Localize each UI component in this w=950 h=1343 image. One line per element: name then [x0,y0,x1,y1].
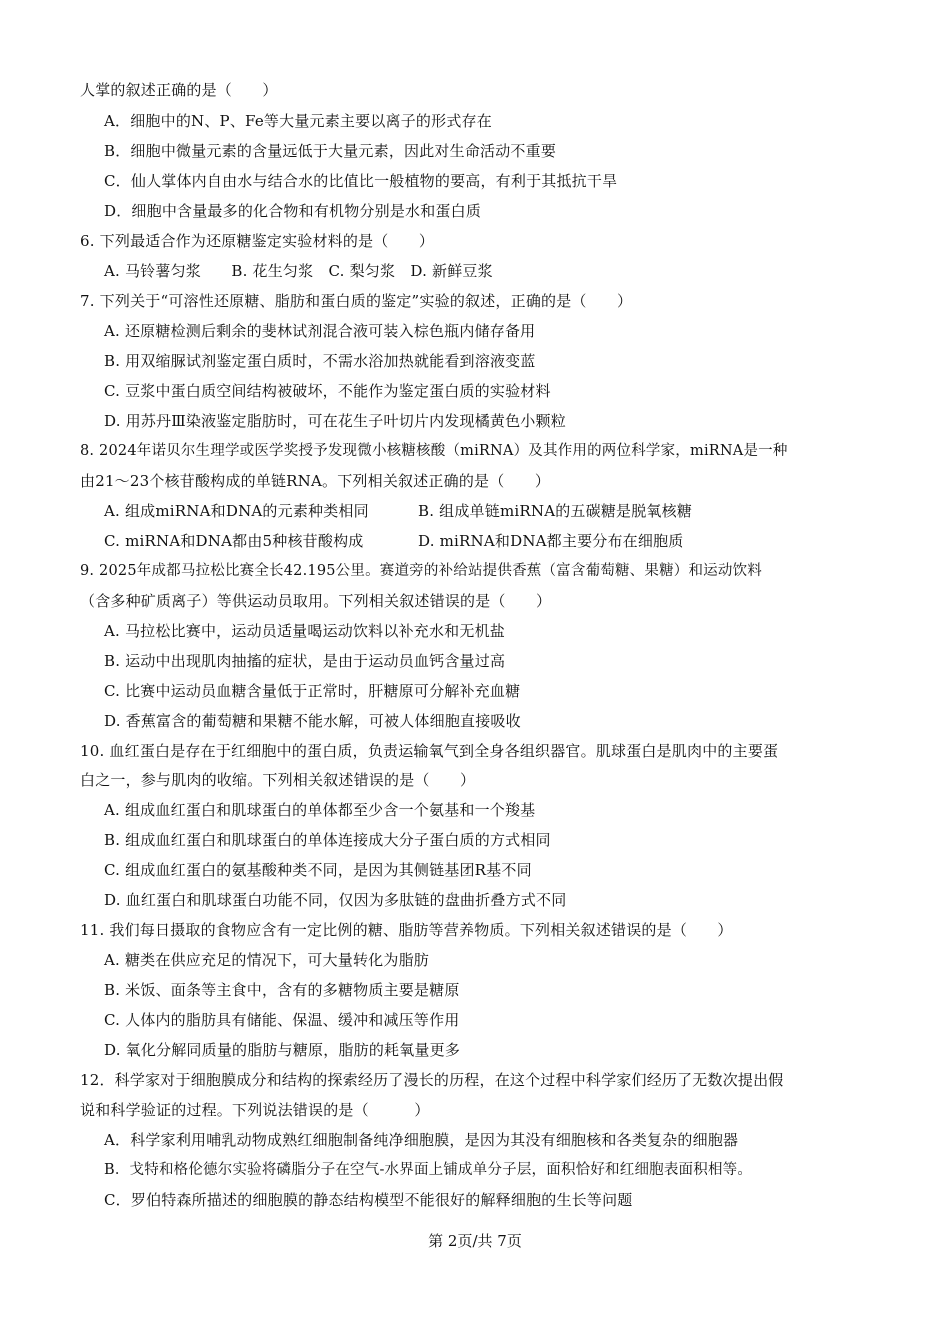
q10-option-c: C. 组成血红蛋白的氨基酸种类不同，是因为其侧链基团R基不同 [104,861,532,879]
q10-option-d: D. 血红蛋白和肌球蛋白功能不同，仅因为多肽链的盘曲折叠方式不同 [104,891,567,909]
q11-option-c: C. 人体内的脂肪具有储能、保温、缓冲和减压等作用 [104,1011,460,1029]
q10-option-a: A. 组成血红蛋白和肌球蛋白的单体都至少含一个氨基和一个羧基 [104,801,536,819]
q7-option-b: B. 用双缩脲试剂鉴定蛋白质时，不需水浴加热就能看到溶液变蓝 [104,352,536,370]
q9-option-b: B. 运动中出现肌肉抽搐的症状，是由于运动员血钙含量过高 [104,652,506,670]
q8-option-c: C. miRNA和DNA都由5种核苷酸构成 [104,532,364,550]
q5-option-b: B．细胞中微量元素的含量远低于大量元素，因此对生命活动不重要 [104,142,557,160]
q11-option-a: A. 糖类在供应充足的情况下，可大量转化为脂肪 [104,951,429,969]
q9-option-c: C. 比赛中运动员血糖含量低于正常时，肝糖原可分解补充血糖 [104,682,521,700]
q5-stem-continued: 人掌的叙述正确的是（ ） [80,81,278,99]
q11-option-d: D. 氧化分解同质量的脂肪与糖原，脂肪的耗氧量更多 [104,1041,461,1059]
q9-option-a: A. 马拉松比赛中，运动员适量喝运动饮料以补充水和无机盐 [104,622,505,640]
q12-option-c: C．罗伯特森所描述的细胞膜的静态结构模型不能很好的解释细胞的生长等问题 [104,1191,633,1209]
q10-option-b: B. 组成血红蛋白和肌球蛋白的单体连接成大分子蛋白质的方式相同 [104,831,551,849]
q8-option-b: B. 组成单链miRNA的五碳糖是脱氧核糖 [418,502,693,520]
q9-stem-line2: （含多种矿质离子）等供运动员取用。下列相关叙述错误的是（ ） [80,592,552,610]
q9-option-d: D. 香蕉富含的葡萄糖和果糖不能水解，可被人体细胞直接吸收 [104,712,521,730]
q12-stem-line2: 说和科学验证的过程。下列说法错误的是（ ） [80,1101,430,1119]
q5-option-c: C．仙人掌体内自由水与结合水的比值比一般植物的要高，有利于其抵抗干旱 [104,172,618,190]
q12-option-b: B．戈特和格伦德尔实验将磷脂分子在空气-水界面上铺成单分子层，面积恰好和红细胞表面积相等。 [104,1162,753,1178]
q10-stem-line1: 10. 血红蛋白是存在于红细胞中的蛋白质，负责运输氧气到全身各组织器官。肌球蛋白是肌肉中的主要蛋 [80,742,779,760]
q8-stem-line1: 8. 2024年诺贝尔生理学或医学奖授予发现微小核糖核酸（miRNA）及其作用的两位科学家，miRNA是一种 [80,443,788,459]
page-number-footer: 第 2页/共 7页 [428,1232,522,1250]
q7-option-c: C. 豆浆中蛋白质空间结构被破坏，不能作为鉴定蛋白质的实验材料 [104,382,551,400]
q8-option-a: A. 组成miRNA和DNA的元素种类相同 [104,502,369,520]
q7-option-a: A. 还原糖检测后剩余的斐林试剂混合液可装入棕色瓶内储存备用 [104,322,536,340]
q11-option-b: B. 米饭、面条等主食中，含有的多糖物质主要是糖原 [104,981,460,999]
q6-stem: 6. 下列最适合作为还原糖鉴定实验材料的是（ ） [80,232,435,250]
q8-option-d: D. miRNA和DNA都主要分布在细胞质 [418,532,684,550]
q7-option-d: D. 用苏丹Ⅲ染液鉴定脂肪时，可在花生子叶切片内发现橘黄色小颗粒 [104,412,566,430]
q12-stem-line1: 12．科学家对于细胞膜成分和结构的探索经历了漫长的历程，在这个过程中科学家们经历了无数次提出假 [80,1071,784,1089]
q11-stem: 11. 我们每日摄取的食物应含有一定比例的糖、脂肪等营养物质。下列相关叙述错误的是（ ） [80,921,733,939]
q5-option-a: A．细胞中的N、P、Fe等大量元素主要以离子的形式存在 [104,112,492,130]
q6-options: A. 马铃薯匀浆 B. 花生匀浆 C. 梨匀浆 D. 新鲜豆浆 [104,262,493,280]
q8-stem-line2: 由21～23个核苷酸构成的单链RNA。下列相关叙述正确的是（ ） [80,472,551,490]
q9-stem-line1: 9. 2025年成都马拉松比赛全长42.195公里。赛道旁的补给站提供香蕉（富含葡萄糖、果糖）和运动饮料 [80,563,762,579]
q10-stem-line2: 白之一，参与肌肉的收缩。下列相关叙述错误的是（ ） [80,771,476,789]
q12-option-a: A．科学家利用哺乳动物成熟红细胞制备纯净细胞膜，是因为其没有细胞核和各类复杂的细胞器 [104,1131,739,1149]
q7-stem: 7. 下列关于“可溶性还原糖、脂肪和蛋白质的鉴定”实验的叙述，正确的是（ ） [80,292,633,310]
q5-option-d: D．细胞中含量最多的化合物和有机物分别是水和蛋白质 [104,202,482,220]
